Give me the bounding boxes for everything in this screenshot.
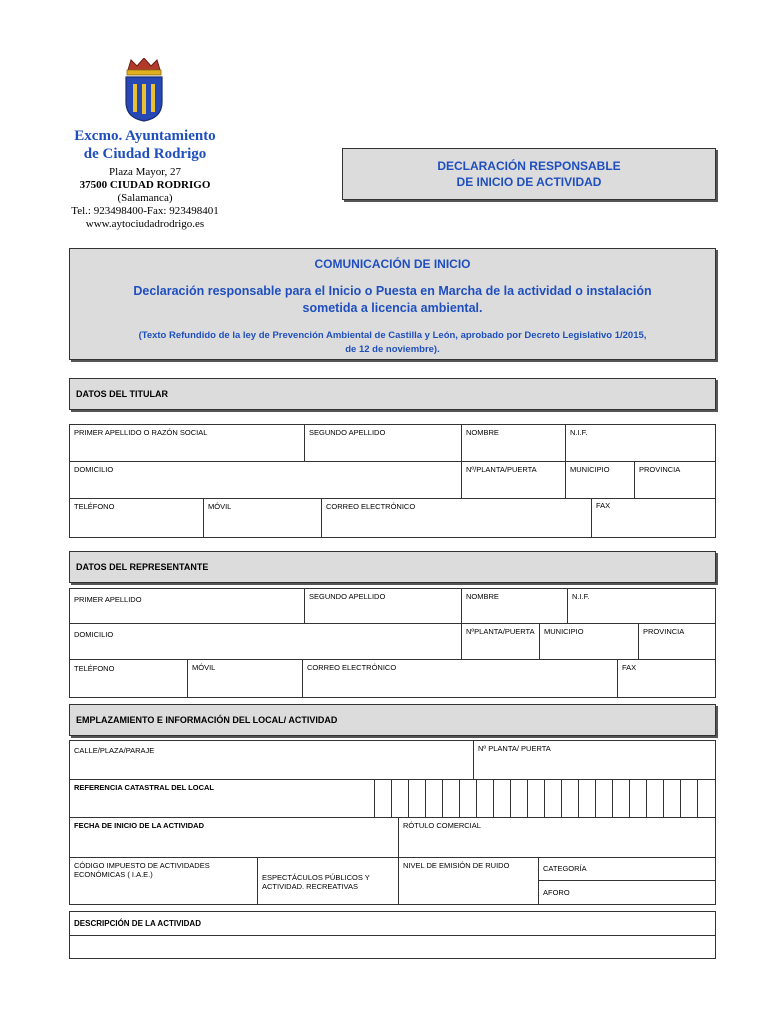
label: NOMBRE — [466, 428, 499, 437]
representante-telefono-field[interactable] — [69, 659, 188, 698]
communication-subtitle-2: sometida a licencia ambiental. — [302, 301, 483, 315]
local-espectaculos-field[interactable] — [257, 857, 399, 905]
local-calle-field[interactable] — [69, 740, 474, 780]
label: RÓTULO COMERCIAL — [403, 821, 481, 830]
label: CALLE/PLAZA/PARAJE — [74, 746, 155, 755]
local-ruido-field[interactable] — [398, 857, 539, 905]
org-province: (Salamanca) — [117, 192, 173, 204]
representante-movil-field[interactable] — [187, 659, 303, 698]
section-descripcion-header — [69, 911, 716, 936]
label: AFORO — [543, 888, 570, 897]
catastral-digit-box[interactable] — [391, 779, 409, 818]
catastral-digit-box[interactable] — [561, 779, 579, 818]
titular-movil-field[interactable] — [203, 498, 322, 538]
declaration-line-2: DE INICIO DE ACTIVIDAD — [456, 175, 602, 189]
representante-provincia-field[interactable] — [638, 623, 716, 660]
representante-domicilio-field[interactable] — [69, 623, 462, 660]
local-fecha-inicio-field[interactable] — [69, 817, 399, 858]
label: FAX — [596, 501, 611, 510]
catastral-digit-box[interactable] — [697, 779, 716, 818]
representante-planta-field[interactable] — [461, 623, 540, 660]
label: MÓVIL — [208, 502, 232, 511]
titular-domicilio-field[interactable] — [69, 461, 462, 499]
label: TELÉFONO — [74, 664, 115, 673]
communication-note-2: de 12 de noviembre). — [345, 344, 440, 355]
org-phone: Tel.: 923498400-Fax: 923498401 — [71, 205, 219, 217]
label: FECHA DE INICIO DE LA ACTIVIDAD — [74, 821, 205, 830]
label: PRIMER APELLIDO O RAZÓN SOCIAL — [74, 428, 208, 437]
catastral-digit-box[interactable] — [527, 779, 545, 818]
catastral-digit-box[interactable] — [663, 779, 681, 818]
label: CATEGORÍA — [543, 864, 587, 873]
catastral-digit-box[interactable] — [680, 779, 698, 818]
label: NºPLANTA/PUERTA — [466, 627, 535, 636]
section-titular-header: DATOS DEL TITULAR — [69, 378, 716, 410]
label: ACTIVIDAD. RECREATIVAS — [262, 882, 358, 891]
label: PROVINCIA — [639, 465, 681, 474]
catastral-digit-box[interactable] — [578, 779, 596, 818]
label: MÓVIL — [192, 663, 216, 672]
section-representante-header: DATOS DEL REPRESENTANTE — [69, 551, 716, 583]
label: DOMICILIO — [74, 465, 114, 474]
label: NOMBRE — [466, 592, 499, 601]
declaration-title-box — [342, 148, 716, 200]
representante-primer-apellido-field[interactable] — [69, 588, 305, 624]
label: N.I.F. — [572, 592, 590, 601]
catastral-digit-box[interactable] — [595, 779, 613, 818]
communication-note-1: (Texto Refundido de la ley de Prevención Ambiental de Castilla y León, aprobado por Decreto Legislativo 1/2015, — [138, 330, 647, 341]
catastral-digit-box[interactable] — [493, 779, 511, 818]
catastral-digit-box[interactable] — [544, 779, 562, 818]
label: CORREO ELECTRÓNICO — [307, 663, 397, 672]
titular-correo-field[interactable] — [321, 498, 592, 538]
coat-of-arms-icon — [123, 58, 165, 122]
org-city: 37500 CIUDAD RODRIGO — [79, 179, 211, 191]
communication-title: COMUNICACIÓN DE INICIO — [314, 257, 471, 271]
label: DESCRIPCIÓN DE LA ACTIVIDAD — [74, 919, 201, 928]
catastral-digit-box[interactable] — [408, 779, 426, 818]
label: ECONÓMICAS ( I.A.E.) — [74, 870, 153, 879]
label: N.I.F. — [570, 428, 588, 437]
label: MUNICIPIO — [570, 465, 610, 474]
representante-fax-field[interactable] — [617, 659, 716, 698]
label: MUNICIPIO — [544, 627, 584, 636]
label: Nº/PLANTA/PUERTA — [466, 465, 537, 474]
org-name-line-1: Excmo. Ayuntamiento — [74, 128, 216, 144]
declaration-line-1: DECLARACIÓN RESPONSABLE — [437, 159, 621, 173]
catastral-digit-box[interactable] — [612, 779, 630, 818]
titular-planta-field[interactable] — [461, 461, 566, 499]
representante-nombre-field[interactable] — [461, 588, 568, 624]
catastral-digit-box[interactable] — [646, 779, 664, 818]
label: Nº PLANTA/ PUERTA — [478, 744, 551, 753]
label: CORREO ELECTRÓNICO — [326, 502, 416, 511]
catastral-digit-box[interactable] — [510, 779, 528, 818]
representante-municipio-field[interactable] — [539, 623, 639, 660]
communication-box — [69, 248, 716, 360]
catastral-digit-box[interactable] — [629, 779, 647, 818]
titular-fax-field[interactable] — [591, 498, 716, 538]
label: ESPECTÁCULOS PÚBLICOS Y — [262, 873, 370, 882]
label: FAX — [622, 663, 637, 672]
label: NIVEL DE EMISIÓN DE RUIDO — [403, 861, 510, 870]
local-referencia-catastral-label — [69, 779, 375, 818]
label: DOMICILIO — [74, 630, 114, 639]
titular-nombre-field[interactable] — [461, 424, 566, 462]
referencia-catastral-boxes — [374, 779, 716, 818]
representante-segundo-apellido-field[interactable] — [304, 588, 462, 624]
titular-primer-apellido-field[interactable] — [69, 424, 305, 462]
titular-segundo-apellido-field[interactable] — [304, 424, 462, 462]
label: CÓDIGO IMPUESTO DE ACTIVIDADES — [74, 861, 210, 870]
local-categoria-field[interactable] — [538, 857, 716, 881]
titular-nif-field[interactable] — [565, 424, 716, 462]
label: REFERENCIA CATASTRAL DEL LOCAL — [74, 783, 214, 792]
label: PRIMER APELLIDO — [74, 595, 142, 604]
label: PROVINCIA — [643, 627, 685, 636]
org-address: Plaza Mayor, 27 — [109, 166, 181, 178]
label: SEGUNDO APELLIDO — [309, 592, 386, 601]
descripcion-field[interactable] — [69, 935, 716, 959]
local-rotulo-comercial-field[interactable] — [398, 817, 716, 858]
titular-telefono-field[interactable] — [69, 498, 204, 538]
catastral-digit-box[interactable] — [374, 779, 392, 818]
label: TELÉFONO — [74, 502, 115, 511]
catastral-digit-box[interactable] — [476, 779, 494, 818]
label: SEGUNDO APELLIDO — [309, 428, 386, 437]
org-name-line-2: de Ciudad Rodrigo — [83, 146, 207, 162]
titular-provincia-field[interactable] — [634, 461, 716, 499]
representante-correo-field[interactable] — [302, 659, 618, 698]
local-aforo-field[interactable] — [538, 880, 716, 905]
catastral-digit-box[interactable] — [442, 779, 460, 818]
org-website[interactable]: www.aytociudadrodrigo.es — [85, 218, 205, 230]
section-local-header: EMPLAZAMIENTO E INFORMACIÓN DEL LOCAL/ ACTIVIDAD — [69, 704, 716, 736]
titular-municipio-field[interactable] — [565, 461, 635, 499]
local-iae-field[interactable] — [69, 857, 258, 905]
catastral-digit-box[interactable] — [459, 779, 477, 818]
local-planta-field[interactable] — [473, 740, 716, 780]
communication-subtitle-1: Declaración responsable para el Inicio o Puesta en Marcha de la actividad o instalación — [133, 284, 652, 298]
representante-nif-field[interactable] — [567, 588, 716, 624]
catastral-digit-box[interactable] — [425, 779, 443, 818]
